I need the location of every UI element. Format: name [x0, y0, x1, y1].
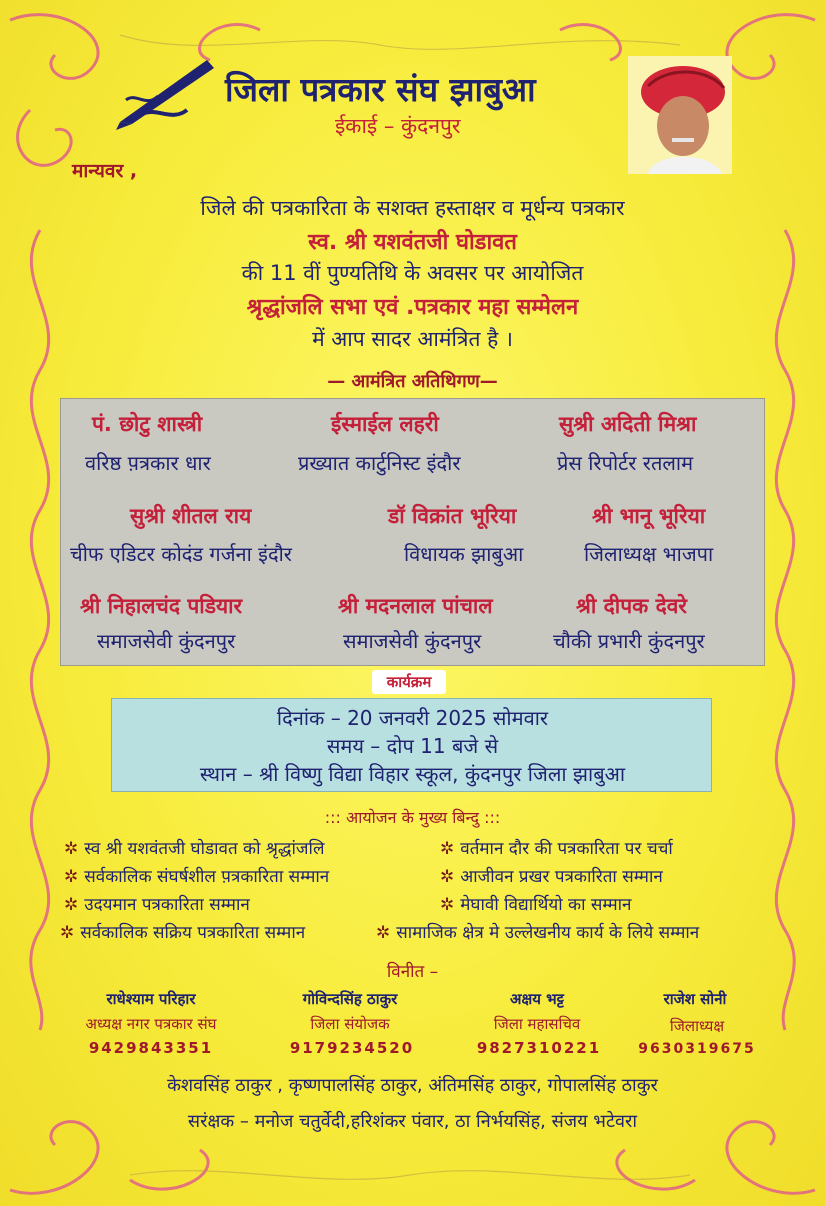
unit-subtitle: ईकाई – कुंदनपुर [335, 114, 461, 138]
program-label [372, 670, 446, 694]
guest-name: सुश्री अदिती मिश्रा [559, 412, 697, 436]
guest-name: पं. छोटु शास्त्री [92, 412, 203, 436]
asterisk-bullet-icon: ✲ [64, 867, 79, 887]
signatory-role: अध्यक्ष नगर पत्रकार संघ [85, 1015, 217, 1033]
asterisk-bullet-icon: ✲ [60, 923, 75, 943]
guest-desc: समाजसेवी कुंदनपुर [343, 629, 482, 653]
signatory-name: गोविन्दसिंह ठाकुर [302, 990, 398, 1008]
asterisk-bullet-icon: ✲ [64, 839, 79, 859]
signatory-phone: 9630319675 [638, 1041, 756, 1057]
signatory-phone: 9429843351 [88, 1039, 214, 1057]
point-item: ✲ वर्तमान दौर की पत्रकारिता पर चर्चा [440, 839, 673, 859]
asterisk-bullet-icon: ✲ [64, 895, 79, 915]
asterisk-bullet-icon: ✲ [440, 867, 455, 887]
point-item: ✲ मेघावी विद्यार्थियो का सम्मान [440, 895, 632, 915]
point-item: ✲ आजीवन प्रखर पत्रकारिता सम्मान [440, 867, 663, 887]
program-venue: स्थान – श्री विष्णु विद्या विहार स्कूल, कुंदनपुर जिला झाबुआ [199, 762, 626, 786]
guest-name: सुश्री शीतल राय [130, 504, 252, 528]
signatory-role: जिलाध्यक्ष [669, 1017, 725, 1035]
signatory-name: राधेश्याम परिहार [106, 990, 196, 1008]
asterisk-bullet-icon: ✲ [440, 895, 455, 915]
pen-logo-icon [112, 52, 222, 132]
guest-name: श्री निहालचंद पडियार [80, 594, 243, 618]
vinit-heading: विनीत – [386, 962, 439, 982]
signatory-phone: 9179234520 [289, 1039, 415, 1057]
salutation: मान्यवर , [72, 160, 138, 182]
patrons-list [0, 1109, 825, 1133]
program-time: समय – दोप 11 बजे से [326, 734, 499, 758]
guest-desc: विधायक झाबुआ [404, 542, 524, 566]
guest-desc: प्रेस रिपोर्टर रतलाम [557, 451, 694, 475]
intro-line-1: जिले की पत्रकारिता के सशक्त हस्ताक्षर व मूर्धन्य पत्रकार [200, 196, 625, 220]
point-item: ✲ उदयमान पत्रकारिता सम्मान [64, 895, 250, 915]
guest-name: श्री दीपक देवरे [576, 594, 687, 618]
asterisk-bullet-icon: ✲ [440, 839, 455, 859]
guest-name: डॉ विक्रांत भूरिया [388, 504, 517, 528]
point-item: ✲ सामाजिक क्षेत्र मे उल्लेखनीय कार्य के लिये सम्मान [376, 923, 700, 943]
guest-desc: चीफ एडिटर कोदंड गर्जना इंदौर [70, 542, 292, 566]
guest-name: ईस्माईल लहरी [331, 412, 439, 436]
guest-name: श्री मदनलाल पांचाल [338, 594, 493, 618]
signatory-name: राजेश सोनी [663, 990, 727, 1008]
points-heading: ::: आयोजन के मुख्य बिन्दु ::: [324, 808, 501, 827]
point-item: ✲ स्व श्री यशवंतजी घोडावत को श्रृद्धांजलि [64, 839, 325, 859]
point-item: ✲ सर्वकालिक सक्रिय पत्रकारिता सम्मान [60, 923, 306, 943]
signatory-phone: 9827310221 [476, 1039, 602, 1057]
signatory-role: जिला महासचिव [493, 1015, 581, 1033]
guest-desc: समाजसेवी कुंदनपुर [97, 629, 236, 653]
program-label-text: कार्यक्रम [386, 673, 432, 691]
guest-name: श्री भानू भूरिया [592, 504, 706, 528]
signatory-name: अक्षय भट्ट [509, 990, 565, 1008]
guest-desc: जिलाध्यक्ष भाजपा [584, 542, 714, 566]
intro-line-3: की 11 वीं पुण्यतिथि के अवसर पर आयोजित [241, 261, 584, 285]
guest-desc: वरिष्ठ प़त्रकार धार [85, 451, 211, 475]
honoree-name: स्व. श्री यशवंतजी घोडावत [308, 230, 517, 255]
program-date: दिनांक – 20 जनवरी 2025 सोमवार [276, 706, 549, 730]
members-list: केशवसिंह ठाकुर , कृष्णपालसिंह ठाकुर, अंतिमसिंह ठाकुर, गोपालसिंह ठाकुर [167, 1075, 658, 1096]
guests-heading: — आमंत्रित अतिथिगण— [327, 371, 498, 392]
signatory-role: जिला संयोजक [310, 1015, 390, 1033]
patrons-text: सरंक्षक – मनोज चतुर्वेदी,हरिशंकर पंवार, ठा निर्भयसिंह, संजय भटेवरा [187, 1111, 638, 1132]
asterisk-bullet-icon: ✲ [376, 923, 391, 943]
guest-desc: प्रख्यात कार्टुनिस्ट इंदौर [298, 451, 461, 475]
guests-panel [60, 398, 765, 666]
point-item: ✲ सर्वकालिक संघर्षशील प़त्रकारिता सम्मान [64, 867, 330, 887]
event-name: श्रृद्धांजलि सभा एवं .पत्रकार महा सम्मेलन [246, 295, 579, 320]
guest-desc: चौकी प्रभारी कुंदनपुर [553, 629, 705, 653]
org-title: जिला पत्रकार संघ झाबुआ [225, 70, 536, 109]
honoree-portrait [628, 56, 732, 174]
intro-line-5: में आप सादर आमंत्रित है । [312, 327, 513, 351]
